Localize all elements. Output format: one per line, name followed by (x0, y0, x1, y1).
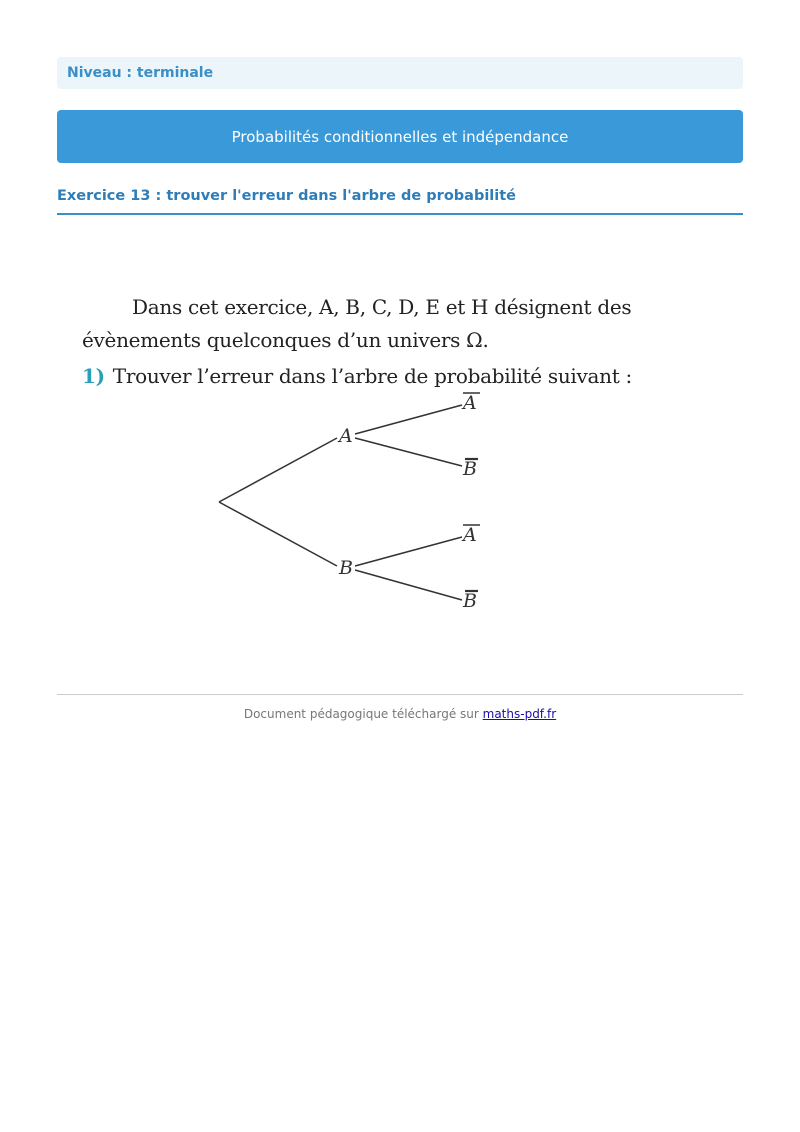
question-text: Trouver l’erreur dans l’arbre de probabilité suivant : (112, 364, 632, 388)
chapter-title: Probabilités conditionnelles et indépendance (231, 127, 569, 146)
node-b: B (339, 557, 353, 579)
exercise-heading (57, 185, 743, 215)
footer (57, 707, 743, 721)
node-a-bar-2: A (463, 524, 477, 546)
branch-root-a (219, 438, 337, 502)
footer-link[interactable]: maths-pdf.fr (482, 707, 557, 721)
node-a: A (339, 425, 353, 447)
probability-tree (57, 290, 743, 630)
branch-b-lower (355, 570, 462, 600)
branch-b-upper (355, 537, 462, 566)
exercise-title: Exercice 13 : trouver l'erreur dans l'arbre de probabilité (57, 188, 517, 204)
level-banner (57, 57, 743, 89)
footer-divider (57, 694, 743, 695)
node-a-bar-1: A (463, 392, 477, 414)
footer-text: Document pédagogique téléchargé sur (243, 707, 483, 721)
branch-a-upper (355, 405, 462, 434)
exercise-content (57, 290, 743, 630)
paragraph-line-1: Dans cet exercice, A, B, C, D, E et H désignent des (132, 295, 632, 319)
branch-a-lower (355, 438, 462, 466)
chapter-title-bar (57, 110, 743, 163)
node-b-bar-2: B (463, 590, 477, 612)
branch-root-b (219, 502, 337, 566)
level-label: Niveau : terminale (67, 65, 214, 81)
paragraph-line-2: évènements quelconques d’un univers Ω. (82, 328, 489, 352)
question-number: 1) (82, 364, 105, 388)
node-b-bar-1: B (463, 458, 477, 480)
